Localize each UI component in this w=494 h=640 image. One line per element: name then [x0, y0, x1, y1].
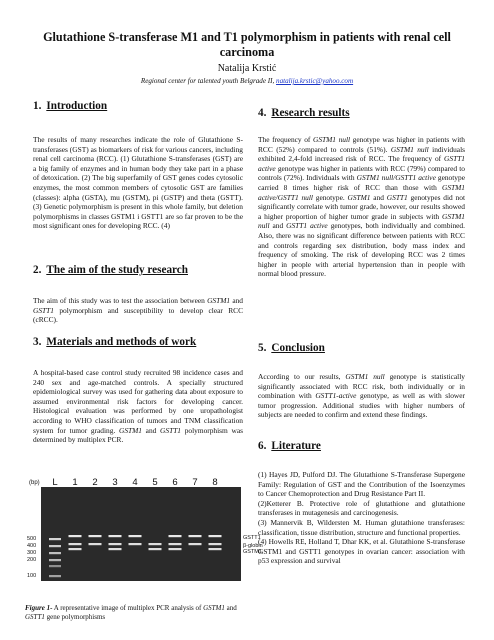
band-label: β-globin — [243, 543, 263, 549]
gel-band — [169, 535, 182, 537]
author: Natalija Krstić — [217, 63, 277, 74]
gel-band — [169, 548, 182, 550]
lane-label: 1 — [72, 477, 78, 488]
section-conclusion-heading: 5. Conclusion — [258, 342, 325, 354]
section-title: Introduction — [46, 100, 108, 112]
lane-label: 8 — [212, 477, 218, 488]
lane-label: 3 — [112, 477, 118, 488]
gel-band — [209, 548, 222, 550]
gel-band — [109, 543, 122, 545]
gel-band — [69, 548, 82, 550]
gel-band — [209, 543, 222, 545]
gel-band — [149, 548, 162, 550]
gel-band — [89, 543, 102, 545]
lane-label: 5 — [152, 477, 158, 488]
gel-band — [189, 543, 202, 545]
methods-text: A hospital-based case control study recruited 98 incidence cases and 240 sex and age-matched controls. A specially structured epidemiological survey was used for gathering data about exposure to assumed environmental risk factors for developing cancer. Histological evaluation was performed by one uropathologist according to WHO classification of tumors and TNM classification system for tumor grading. GSTM1 and GSTT1 polymorphism was determined by multiplex PCR. — [33, 368, 243, 445]
introduction-text: The results of many researches indicate the role of Glutathione S-transferases (GST) as biomarkers of risk for various cancers, including renal cell carcinoma (RCC). (1) Glutathione S-transferases (GST) are a big family of enzymes and in human body they take part in a phase of detoxication. (2) The big superfamily of GST genes codes cytosolic enzymes, the most common members of cytosolic GST are families (classes): alpha (GSTA), mu (GSTM), pi (GSTP) and theta (GSTT). (3) Genetic polymorphism is present in this whole family, but deletion polymorphisms in classes GSTM1 i GSTT1 are so far proven to be the most significant ones for developing RCC. (4) — [33, 135, 243, 231]
conclusion-text: According to our results, GSTM1 null genotype is statistically significantly associated with RCC risk, both individually or in combination with GSTT1-active genotype, as well as with slower tumor progression. Additional studies with higher numbers of subjects are needed to confirm and extend these findings. — [258, 372, 465, 420]
gel-band — [49, 559, 61, 561]
gel-band — [129, 543, 142, 545]
lane-label: L — [52, 477, 58, 488]
ladder-label: 400 — [27, 543, 37, 549]
gel-background — [41, 487, 241, 581]
affiliation-text: Regional center for talented youth Belgrade II, — [140, 77, 275, 85]
gel-band — [49, 575, 61, 577]
reference-item: (3) Mannervik B, Wildersten M. Human glutathione transferases: classification, tissue distribution, structure and functional properties. — [258, 517, 465, 537]
ladder-labels — [27, 536, 36, 579]
ladder-label: 200 — [27, 557, 37, 563]
band-label: GSTT1 — [243, 535, 261, 541]
ladder-label: 100 — [27, 573, 37, 579]
section-introduction-heading: 1. Introduction — [33, 100, 108, 112]
bp-label: (bp) — [29, 480, 40, 486]
reference-item: (1) Hayes JD, Pulford DJ. The Glutathione S-Transferase Supergene Family: Regulation of GST and the Contribution of the Isoenzymes to Cancer Chemoprotection and Drug Resistance Part II. — [258, 470, 465, 499]
literature-list — [258, 470, 465, 566]
ladder-label: 300 — [27, 550, 37, 556]
gel-band — [189, 535, 202, 537]
reference-item: (4) Howells RE, Holland T, Dhar KK, et al. Glutathione S-transferase GSTM1 and GSTT1 genotypes in ovarian cancer: association with p53 expression and survival — [258, 537, 465, 566]
gel-band — [49, 565, 61, 567]
reference-item: (2)Ketterer B. Protective role of glutathione and glutathione transferases in mutagenesis and carcinogenesis. — [258, 498, 465, 518]
gel-band — [129, 535, 142, 537]
lane-label: 6 — [172, 477, 178, 488]
band-label: GSTM1 — [243, 549, 262, 555]
gel-band — [69, 535, 82, 537]
title-line-2: carcinoma — [219, 45, 275, 59]
section-title: Research results — [271, 107, 350, 119]
gel-band — [49, 545, 61, 547]
lane-labels — [52, 477, 217, 488]
lane-label: 7 — [192, 477, 198, 488]
pcr-gel-figure — [25, 475, 263, 583]
section-title: The aim of the study research — [46, 264, 188, 276]
section-title: Conclusion — [271, 342, 325, 354]
gel-band — [209, 535, 222, 537]
results-text: The frequency of GSTM1 null genotype was higher in patients with RCC (52%) compared to controls (51%). GSTM1 null individuals exhibited 2,4-fold increased risk of RCC. The frequency of GSTT1 active genotype was higher in patients with RCC (79%) compared to controls (72%). Individuals with GSTM1 null/GSTT1 active genotype carried 8 times higher risk of RCC than those with GSTM1 active/GSTT1 null genotype. GSTM1 and GSTT1 genotypes did not significantly correlate with tumor grade, however, our results showed a higher proportion of higher tumor grade in subjects with GSTM1 null and GSTT1 active genotypes, both individually and combined. Also, there was no significant difference between patients with RCC and controls regarding sex distribution, body mass index and frequency of smoking. The risk of developing RCC was 2 times higher in people with arterial hypertension than in people with normal blood pressure. — [258, 135, 466, 279]
gel-band — [49, 538, 61, 540]
section-results-heading: 4. Research results — [258, 107, 350, 119]
gel-band — [49, 552, 61, 554]
gel-band — [109, 535, 122, 537]
gel-band — [149, 543, 162, 545]
section-aim-heading: 2. The aim of the study research — [33, 264, 188, 276]
section-title: Materials and methods of work — [46, 336, 197, 348]
lane-label: 2 — [92, 477, 98, 488]
section-literature-heading: 6. Literature — [258, 440, 321, 452]
email-link[interactable]: natalija.krstic@yahoo.com — [276, 77, 354, 85]
paper-title — [20, 30, 474, 60]
gel-band — [89, 535, 102, 537]
section-methods-heading: 3. Materials and methods of work — [33, 336, 197, 348]
figure-caption: Figure 1- A representative image of multiplex PCR analysis of GSTM1 and GSTT1 gene polymorphisms — [25, 604, 237, 621]
ladder-label: 500 — [27, 536, 37, 542]
gel-band — [69, 543, 82, 545]
title-line-1: Glutathione S-transferase M1 and T1 polymorphism in patients with renal cell — [43, 30, 451, 44]
affiliation — [0, 77, 494, 85]
section-title: Literature — [271, 440, 321, 452]
gel-band — [109, 548, 122, 550]
lane-label: 4 — [132, 477, 138, 488]
gel-band — [169, 543, 182, 545]
aim-text: The aim of this study was to test the association between GSTM1 and GSTT1 polymorphism and susceptibility to develop clear RCC (cRCC). — [33, 296, 243, 325]
